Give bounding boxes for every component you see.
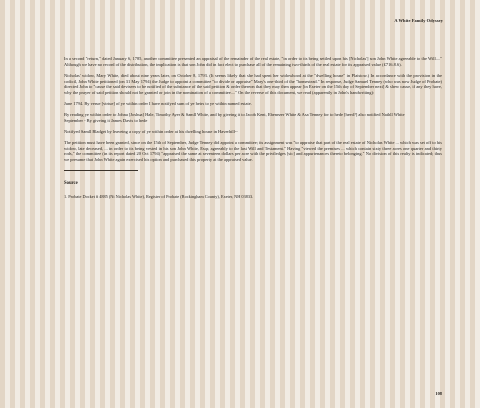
- paragraph-widow-petition: Nicholas' widow, Mary White, died about nine years later, on October 8, 1793. (It seems likely that she had spent her widowhood at the "dwelling house" in Plaistow.) In accordance with the provision in the codicil, John White petitioned (on 31 May 1794) the Judge to appoint a committee "to divide or appraise" Mary's one-third of the "homestead." In response, Judge Samuel Tenney (who was now Judge of Probate) directed John to "cause the said devisees to be notified of the substance of the said petition & order thereon that they may then appear [in Exeter on the 15th day of September next] & shew cause, if any they have, why the prayer of said petition should not be granted or join in the nomination of a committee...." On the reverse of this document, we read (apparently in John's handwriting):: [64, 72, 442, 95]
- paragraph-bladget-notice: Notifyed Samll Bladget by leaveing a copy of ye within order at his dwelling house in Haverhill--: [64, 128, 238, 134]
- paragraph-september-notice: September - By giveing it James Davis to hede: [64, 117, 148, 123]
- paragraph-second-return: In a second "return," dated January 6, 1785, another committee presented an appraisal of the remainder of the real estate, "in order to its being settled upon his [Nicholas'] son John White agreeable to the Will...." Although we have no record of the distribution, the implication is that son John did in fact elect to purchase all of the remaining two-thirds of the real estate for its appraised value (£716.8.6).: [64, 56, 442, 67]
- footnote-divider: [64, 170, 138, 171]
- paragraph-reading-order: By reading ye within order to Johna [Joshua] Hale, Timothy Ayer & Samll White, and by giveing it to Jacob Kent, Ebenezer White & Asa Tenney for to hede [heed?] also notified Nathll White: [64, 112, 405, 118]
- page-body: [64, 56, 442, 199]
- sources-heading: Source: [64, 180, 78, 186]
- running-header: A White Family Odyssey: [394, 18, 443, 23]
- paragraph-committee-appraisal: The petition must have been granted, since on the 15th of September, Judge Tenney did appoint a committee; its assignment was "to appraise that part of the real estate of Nicholas White ... which was set off to his widow, late deceased, ... in order to its being vested in his son John White, Esqr, agreeably to the last Will and Testament." Having "viewed the premises ... which contain sixty three acres one quarter and thirty rods," the committee (in its report dated 20 Oct 1794) "appraised the same at seventeen dollars per acre with the priviledges [sic] and appurtenances thereto belonging." No division of this realty is indicated; thus we presume that John White again exercised his option and purchased this property at the appraised value.: [64, 139, 442, 163]
- page-number: 108: [435, 391, 442, 396]
- paragraph-june-notice: June 1794. By verue [virtue] of ye within order I have notifyed sum of ye heirs to ye within named estate.: [64, 101, 252, 106]
- source-item: 1. Probate Docket # 4885 (Ni Nicholas White), Register of Probate (Rockingham County), Exeter, NH 03833.: [64, 193, 254, 199]
